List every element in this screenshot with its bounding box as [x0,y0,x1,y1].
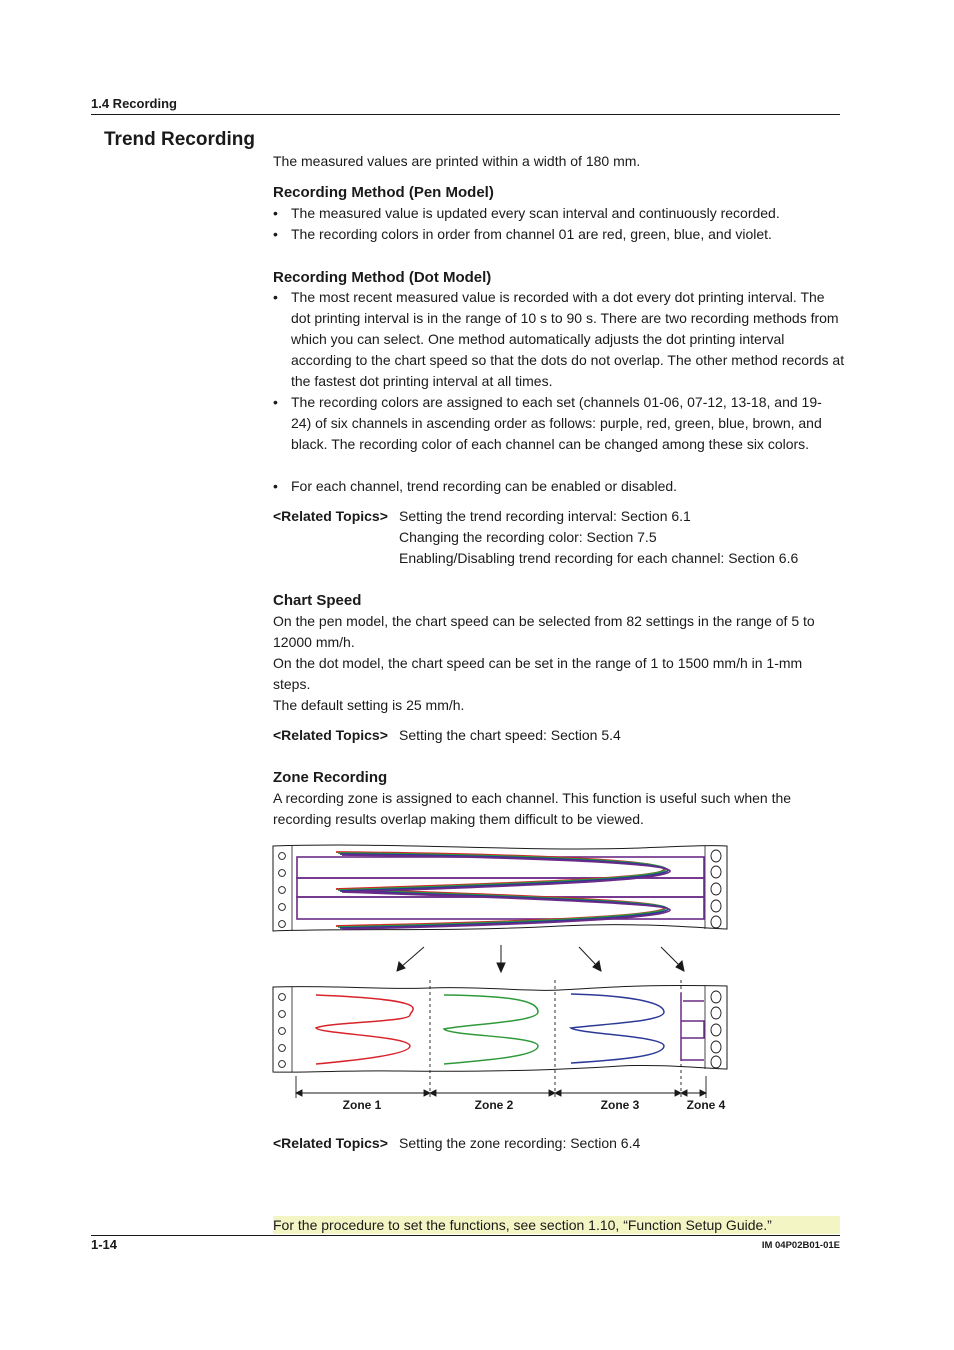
bullet-marker: • [273,226,278,242]
zone-recording-heading: Zone Recording [273,769,388,786]
chart-speed-heading: Chart Speed [273,592,362,609]
arrows [397,945,684,972]
chart-paper-bottom [273,980,727,1098]
document-id: IM 04P02B01-01E [761,1240,840,1251]
related-topics-label: <Related Topics> [273,508,388,524]
intro-text: The measured values are printed within a width of 180 mm. [273,153,641,169]
bullet-marker: • [273,478,278,494]
dot-bullet-3: For each channel, trend recording can be enabled or disabled. [291,478,678,494]
related-topic-item: Setting the chart speed: Section 5.4 [399,727,621,743]
zone-4-label: Zone 4 [686,1098,726,1112]
zone-1-label: Zone 1 [342,1098,382,1112]
zone-recording-text: A recording zone is assigned to each channel. This function is useful such when the recording results overlap making them difficult to be viewed. [273,790,792,827]
chart-speed-text-3: The default setting is 25 mm/h. [273,697,465,713]
related-topic-item: Changing the recording color: Section 7.5 [399,529,657,545]
related-topic-item: Enabling/Disabling trend recording for each channel: Section 6.6 [399,550,799,566]
bullet-marker: • [273,394,278,410]
chart-paper-top [273,845,727,931]
dot-bullet-2: The recording colors are assigned to each set (channels 01-06, 07-12, 13-18, and 19-24) of six channels in ascending order as follows: purple, red, green, blue, brown, and black. The recording color of each channel can be changed among these six colors. [291,394,822,452]
procedure-note: For the procedure to set the functions, see section 1.10, “Function Setup Guide.” [273,1216,840,1234]
page-number: 1-14 [91,1237,118,1252]
page-title: Trend Recording [104,129,255,150]
related-topics-label: <Related Topics> [273,727,388,743]
related-topics-label: <Related Topics> [273,1135,388,1151]
zone-dimensions [296,1076,706,1098]
related-topic-item: Setting the zone recording: Section 6.4 [399,1135,641,1151]
footer-rule [91,1235,840,1236]
dot-model-heading: Recording Method (Dot Model) [273,269,492,286]
chart-speed-text-1: On the pen model, the chart speed can be selected from 82 settings in the range of 5 to 12000 mm/h. [273,613,815,650]
pen-bullet-2: The recording colors in order from channel 01 are red, green, blue, and violet. [291,226,772,242]
dot-bullet-1: The most recent measured value is recorded with a dot every dot printing interval. The dot printing interval is in the range of 10 s to 90 s. There are two recording methods from which you can select. One method automatically adjusts the dot printing interval according to the chart speed so that the dots do not overlap. The other method records at the fastest dot printing interval at all times. [291,289,845,389]
zone-3-label: Zone 3 [600,1098,640,1112]
section-header: 1.4 Recording [91,96,177,111]
chart-speed-text-2: On the dot model, the chart speed can be set in the range of 1 to 1500 mm/h in 1-mm steps. [273,655,803,692]
pen-bullet-1: The measured value is updated every scan interval and continuously recorded. [291,205,780,221]
bullet-marker: • [273,289,278,305]
zone-2-label: Zone 2 [474,1098,514,1112]
bullet-marker: • [273,205,278,221]
related-topic-item: Setting the trend recording interval: Section 6.1 [399,508,691,524]
pen-model-heading: Recording Method (Pen Model) [273,184,494,201]
